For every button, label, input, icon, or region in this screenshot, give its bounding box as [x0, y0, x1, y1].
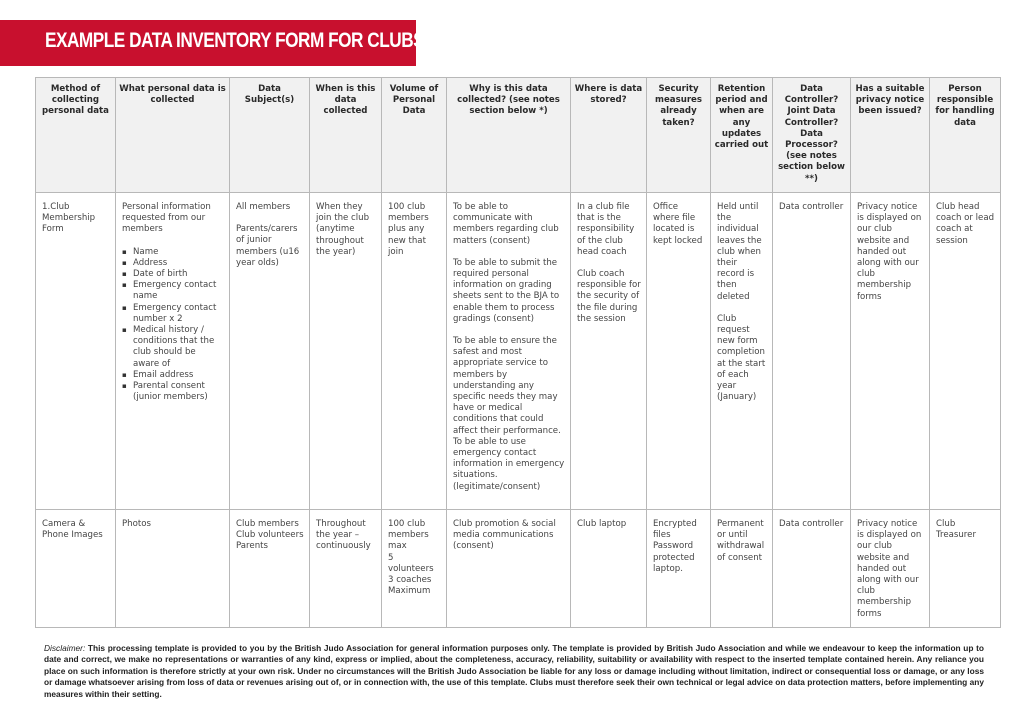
cell-controller: Data controller: [773, 193, 851, 510]
cell-controller: Data controller: [773, 510, 851, 628]
cell-data-subjects: [230, 193, 310, 510]
list-item: ▪ Medical history / conditions that the club should be aware of: [132, 325, 224, 370]
page-title: EXAMPLE DATA INVENTORY FORM FOR CLUBS: [45, 29, 425, 52]
table-row: [36, 193, 1001, 510]
personal-data-intro: Personal information requested from our members: [122, 202, 211, 235]
list-item: ▪ Emergency contact number x 2: [132, 303, 224, 325]
security-text: Encrypted files: [653, 519, 697, 541]
reason-text: To be able to submit the required personal information on grading sheets sent to the BJA to enable them to process gradings (consent): [453, 257, 560, 324]
disclaimer-label: Disclaimer:: [44, 643, 86, 653]
cell-retention: [711, 193, 773, 510]
column-header-where-stored: Where is data stored?: [571, 78, 647, 193]
title-banner: [0, 20, 425, 66]
volume-text: Maximum: [388, 586, 431, 597]
subject-text: Club members: [236, 519, 299, 529]
data-inventory-table: [35, 77, 1001, 628]
disclaimer: [44, 643, 984, 700]
cell-when-collected: When they join the club (anytime throughout the year): [310, 193, 382, 510]
header-row: [36, 78, 1001, 193]
column-header-why-collected: Why is this data collected? (see notes section below *): [447, 78, 571, 193]
column-header-responsible: Person responsible for handling data: [930, 78, 1001, 193]
list-item: ▪ Date of birth: [132, 269, 224, 280]
column-header-volume: Volume of Personal Data: [382, 78, 447, 193]
cell-personal-data: Photos: [116, 510, 230, 628]
reason-text: To be able to ensure the safest and most appropriate service to members by understanding any specific needs they may have or medical conditions that could affect their performance. To be able to use emergency contact information in emergency situations. (legitimate/consent): [453, 336, 565, 492]
cell-responsible: Club Treasurer: [930, 510, 1001, 628]
subject-text: Parents/carers of junior members (u16 year olds): [236, 224, 300, 268]
cell-security: [647, 510, 711, 628]
retention-text: Held until the individual leaves the club when their record is then deleted: [717, 202, 762, 302]
cell-personal-data: [116, 193, 230, 510]
cell-method: 1.Club Membership Form: [36, 193, 116, 510]
list-item: ▪ Email address: [132, 370, 224, 381]
storage-text: In a club file that is the responsibility of the club head coach: [577, 202, 635, 257]
volume-text: 100 club members max: [388, 519, 429, 552]
cell-retention: Permanent or until withdrawal of consent: [711, 510, 773, 628]
cell-volume: 100 club members plus any new that join: [382, 193, 447, 510]
personal-data-list: [122, 247, 224, 404]
cell-privacy-notice: Privacy notice is displayed on our club website and handed out along with our club membership forms: [851, 510, 930, 628]
cell-where-stored: Club laptop: [571, 510, 647, 628]
list-item: ▪ Name: [132, 247, 224, 258]
cell-data-subjects: [230, 510, 310, 628]
security-text: Password protected laptop.: [653, 541, 695, 574]
retention-text: Club request new form completion at the start of each year (January): [717, 313, 766, 403]
column-header-personal-data: What personal data is collected: [116, 78, 230, 193]
cell-method: Camera & Phone Images: [36, 510, 116, 628]
subject-text: Parents: [236, 541, 268, 552]
volume-text: 5 volunteers: [388, 552, 434, 574]
cell-security: Office where file located is kept locked: [647, 193, 711, 510]
cell-why-collected: [447, 193, 571, 510]
cell-why-collected: Club promotion & social media communications (consent): [447, 510, 571, 628]
subject-text: All members: [236, 202, 291, 212]
cell-where-stored: [571, 193, 647, 510]
column-header-data-subjects: Data Subject(s): [230, 78, 310, 193]
list-item: ▪ Parental consent (junior members): [132, 381, 224, 403]
table-row: [36, 510, 1001, 628]
volume-text: 3 coaches: [388, 575, 432, 586]
subject-text: Club volunteers: [236, 530, 304, 541]
column-header-controller: Data Controller? Joint Data Controller? Data Processor? (see notes section below **): [773, 78, 851, 193]
column-header-method: Method of collecting personal data: [36, 78, 116, 193]
column-header-security: Security measures already taken?: [647, 78, 711, 193]
list-item: ▪ Address: [132, 258, 224, 269]
disclaimer-text: This processing template is provided to you by the British Judo Association for general information purposes only. The template is provided by British Judo Association and while we endeavour to keep the information up to date and correct, we make no representations or warranties of any kind, express or implied, about the completeness, accuracy, reliability, suitability or availability with respect to the inserted template contained herein. Any reliance you place on such information is therefore strictly at your own risk. Under no circumstances will the British Judo Association be liable for any loss or damage including without limitation, indirect or consequential loss or damage, or any loss or damage whatsoever arising from loss of data or revenues arising out of, or in connection with, the use of this template. Clubs must therefore seek their own technical or legal advice on data protection matters, before implementing any measures within their setting.: [44, 643, 984, 699]
cell-volume: [382, 510, 447, 628]
cell-privacy-notice: Privacy notice is displayed on our club website and handed out along with our club membership forms: [851, 193, 930, 510]
cell-when-collected: Throughout the year – continuously: [310, 510, 382, 628]
list-item: ▪ Emergency contact name: [132, 280, 224, 302]
column-header-when-collected: When is this data collected: [310, 78, 382, 193]
cell-responsible: Club head coach or lead coach at session: [930, 193, 1001, 510]
storage-text: Club coach responsible for the security of the file during the session: [577, 269, 641, 324]
reason-text: To be able to communicate with members regarding club matters (consent): [453, 202, 559, 246]
column-header-privacy-notice: Has a suitable privacy notice been issued?: [851, 78, 930, 193]
column-header-retention: Retention period and when are any updates carried out: [711, 78, 773, 193]
